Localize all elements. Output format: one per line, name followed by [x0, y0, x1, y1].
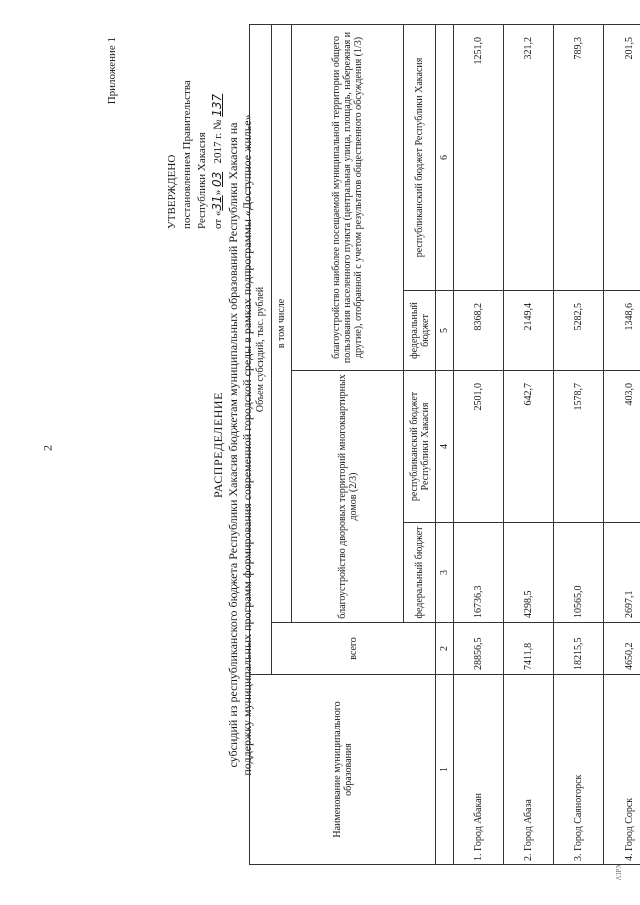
approved-label: УТВЕРЖДЕНО	[166, 154, 178, 229]
public-federal-value: 8368,2	[454, 291, 504, 371]
public-federal-value: 1348,6	[604, 291, 640, 371]
heading-line-2: поддержку муниципальных программ формирования современной городской среды в рамках подпрограммы «Доступное жилье»	[240, 114, 254, 776]
appendix-label: Приложение 1	[106, 37, 118, 105]
column-number: 3	[436, 523, 454, 623]
public-republic-value: 201,5	[604, 24, 640, 290]
municipality-name: 4. Город Сорск	[604, 675, 640, 865]
header-yards-federal: федеральный бюджет	[404, 523, 436, 623]
header-total: всего	[272, 623, 436, 675]
total-value: 28856,5	[454, 623, 504, 675]
table-row	[604, 24, 640, 864]
total-value: 7411,8	[504, 623, 554, 675]
table-row	[554, 24, 604, 864]
public-republic-value: 321,2	[504, 24, 554, 290]
approved-by-line: постановлением Правительства	[181, 80, 193, 229]
document-sheet	[95, 15, 640, 875]
date-day-handwritten: 31	[210, 195, 224, 211]
approved-region-line: Республики Хакасия	[196, 132, 208, 229]
document-heading	[211, 55, 254, 835]
decree-number-handwritten: 137	[210, 93, 224, 117]
public-republic-value: 789,3	[554, 24, 604, 290]
header-row-1	[250, 24, 272, 864]
municipality-name: 1. Город Абакан	[454, 675, 504, 865]
header-public-republic: республиканский бюджет Республики Хакасия	[404, 24, 436, 290]
header-yards: благоустройство дворовых территорий многоквартирных домов (2/3)	[292, 371, 404, 623]
yards-republic-value: 403,0	[604, 371, 640, 523]
total-value: 4650,2	[604, 623, 640, 675]
column-number: 5	[436, 291, 454, 371]
header-yards-republic: республиканский бюджет Республики Хакасия	[404, 371, 436, 523]
public-federal-value: 5282,5	[554, 291, 604, 371]
date-prefix: от «	[212, 210, 224, 229]
subsidy-table	[249, 24, 640, 865]
public-republic-value: 1251,0	[454, 24, 504, 290]
municipality-name: 3. Город Саяногорск	[554, 675, 604, 865]
heading-line-1: субсидий из республиканского бюджета Республики Хакасия бюджетам муниципальных образований Республики Хакасия на	[226, 122, 240, 768]
yards-federal-value: 10565,0	[554, 523, 604, 623]
table-row	[454, 24, 504, 864]
scan-mark: ΛΊΡΧ	[615, 863, 623, 881]
header-including: в том числе	[272, 24, 292, 622]
municipality-name: 2. Город Абаза	[504, 675, 554, 865]
header-public-area: благоустройство наиболее посещаемой муниципальной территории общего пользования населенного пункта (центральная улица, площадь, набережная и другие), отобранной с учетом результатов общественного обсуждения (1/3)	[292, 24, 404, 370]
column-number: 6	[436, 24, 454, 290]
date-year: 2017 г. №	[212, 119, 224, 164]
yards-republic-value: 642,7	[504, 371, 554, 523]
column-number: 2	[436, 623, 454, 675]
header-name: Наименование муниципального образования	[250, 675, 436, 865]
header-volume: Объем субсидий, тыс. рублей	[250, 24, 272, 674]
header-public-federal: федеральный бюджет	[404, 291, 436, 371]
total-value: 18215,5	[554, 623, 604, 675]
yards-federal-value: 2697,1	[604, 523, 640, 623]
yards-federal-value: 4298,5	[504, 523, 554, 623]
public-federal-value: 2149,4	[504, 291, 554, 371]
heading-title: РАСПРЕДЕЛЕНИЕ	[211, 392, 225, 498]
yards-republic-value: 1578,7	[554, 371, 604, 523]
table-row	[504, 24, 554, 864]
page-number: 2	[40, 445, 55, 451]
yards-republic-value: 2501,0	[454, 371, 504, 523]
yards-federal-value: 16736,3	[454, 523, 504, 623]
date-mid: »	[212, 189, 224, 196]
column-number: 1	[436, 675, 454, 865]
date-month-handwritten: 03	[210, 171, 224, 188]
column-numbers-row	[436, 24, 454, 864]
column-number: 4	[436, 371, 454, 523]
